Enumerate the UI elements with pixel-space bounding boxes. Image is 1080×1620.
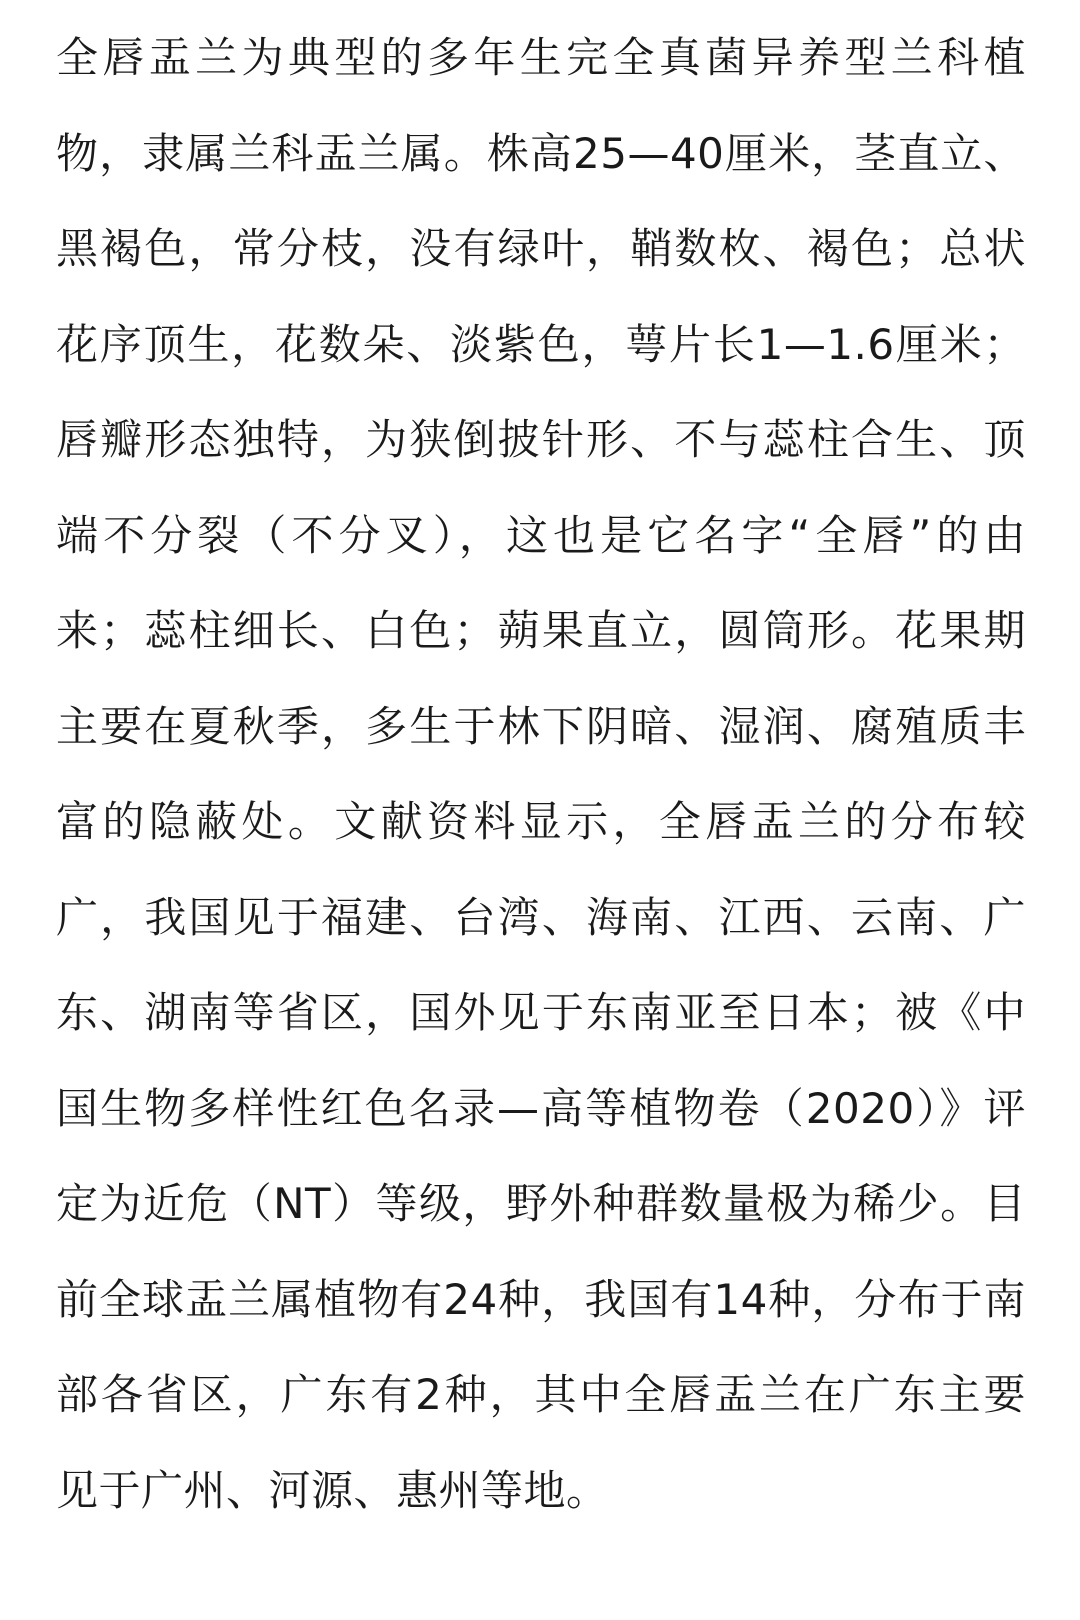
text-line-8: 主要在夏秋季，多生于林下阴暗、湿润、腐殖质丰 (56, 701, 1026, 751)
text-line-10: 广，我国见于福建、台湾、海南、江西、云南、广 (56, 892, 1026, 942)
text-line-6: 端不分裂（不分叉），这也是它名字“全唇”的由 (56, 510, 1026, 560)
text-line-15: 部各省区，广东有2种，其中全唇盂兰在广东主要 (56, 1370, 1026, 1419)
text-line-3: 黑褐色，常分枝，没有绿叶，鞘数枚、褐色；总状 (56, 224, 1026, 273)
text-line-13: 定为近危（NT）等级，野外种群数量极为稀少。目 (56, 1179, 1026, 1228)
text-line-1: 全唇盂兰为典型的多年生完全真菌异养型兰科植 (56, 33, 1026, 82)
text-line-11: 东、湖南等省区，国外见于东南亚至日本；被《中 (56, 988, 1026, 1037)
text-line-7: 来；蕊柱细长、白色；蒴果直立，圆筒形。花果期 (56, 606, 1026, 655)
article-text (56, 24, 1026, 1552)
text-line-4: 花序顶生，花数朵、淡紫色，萼片长1—1.6厘米； (56, 319, 1026, 369)
text-line-16: 见于广州、河源、惠州等地。 (56, 1465, 609, 1515)
text-line-9: 富的隐蔽处。文献资料显示，全唇盂兰的分布较 (56, 797, 1026, 846)
text-line-5: 唇瓣形态独特，为狭倒披针形、不与蕊柱合生、顶 (56, 415, 1026, 464)
text-line-12: 国生物多样性红色名录—高等植物卷（2020）》评 (56, 1083, 1026, 1133)
text-line-14: 前全球盂兰属植物有24种，我国有14种，分布于南 (56, 1274, 1026, 1324)
text-line-2: 物，隶属兰科盂兰属。株高25—40厘米，茎直立、 (56, 128, 1026, 178)
